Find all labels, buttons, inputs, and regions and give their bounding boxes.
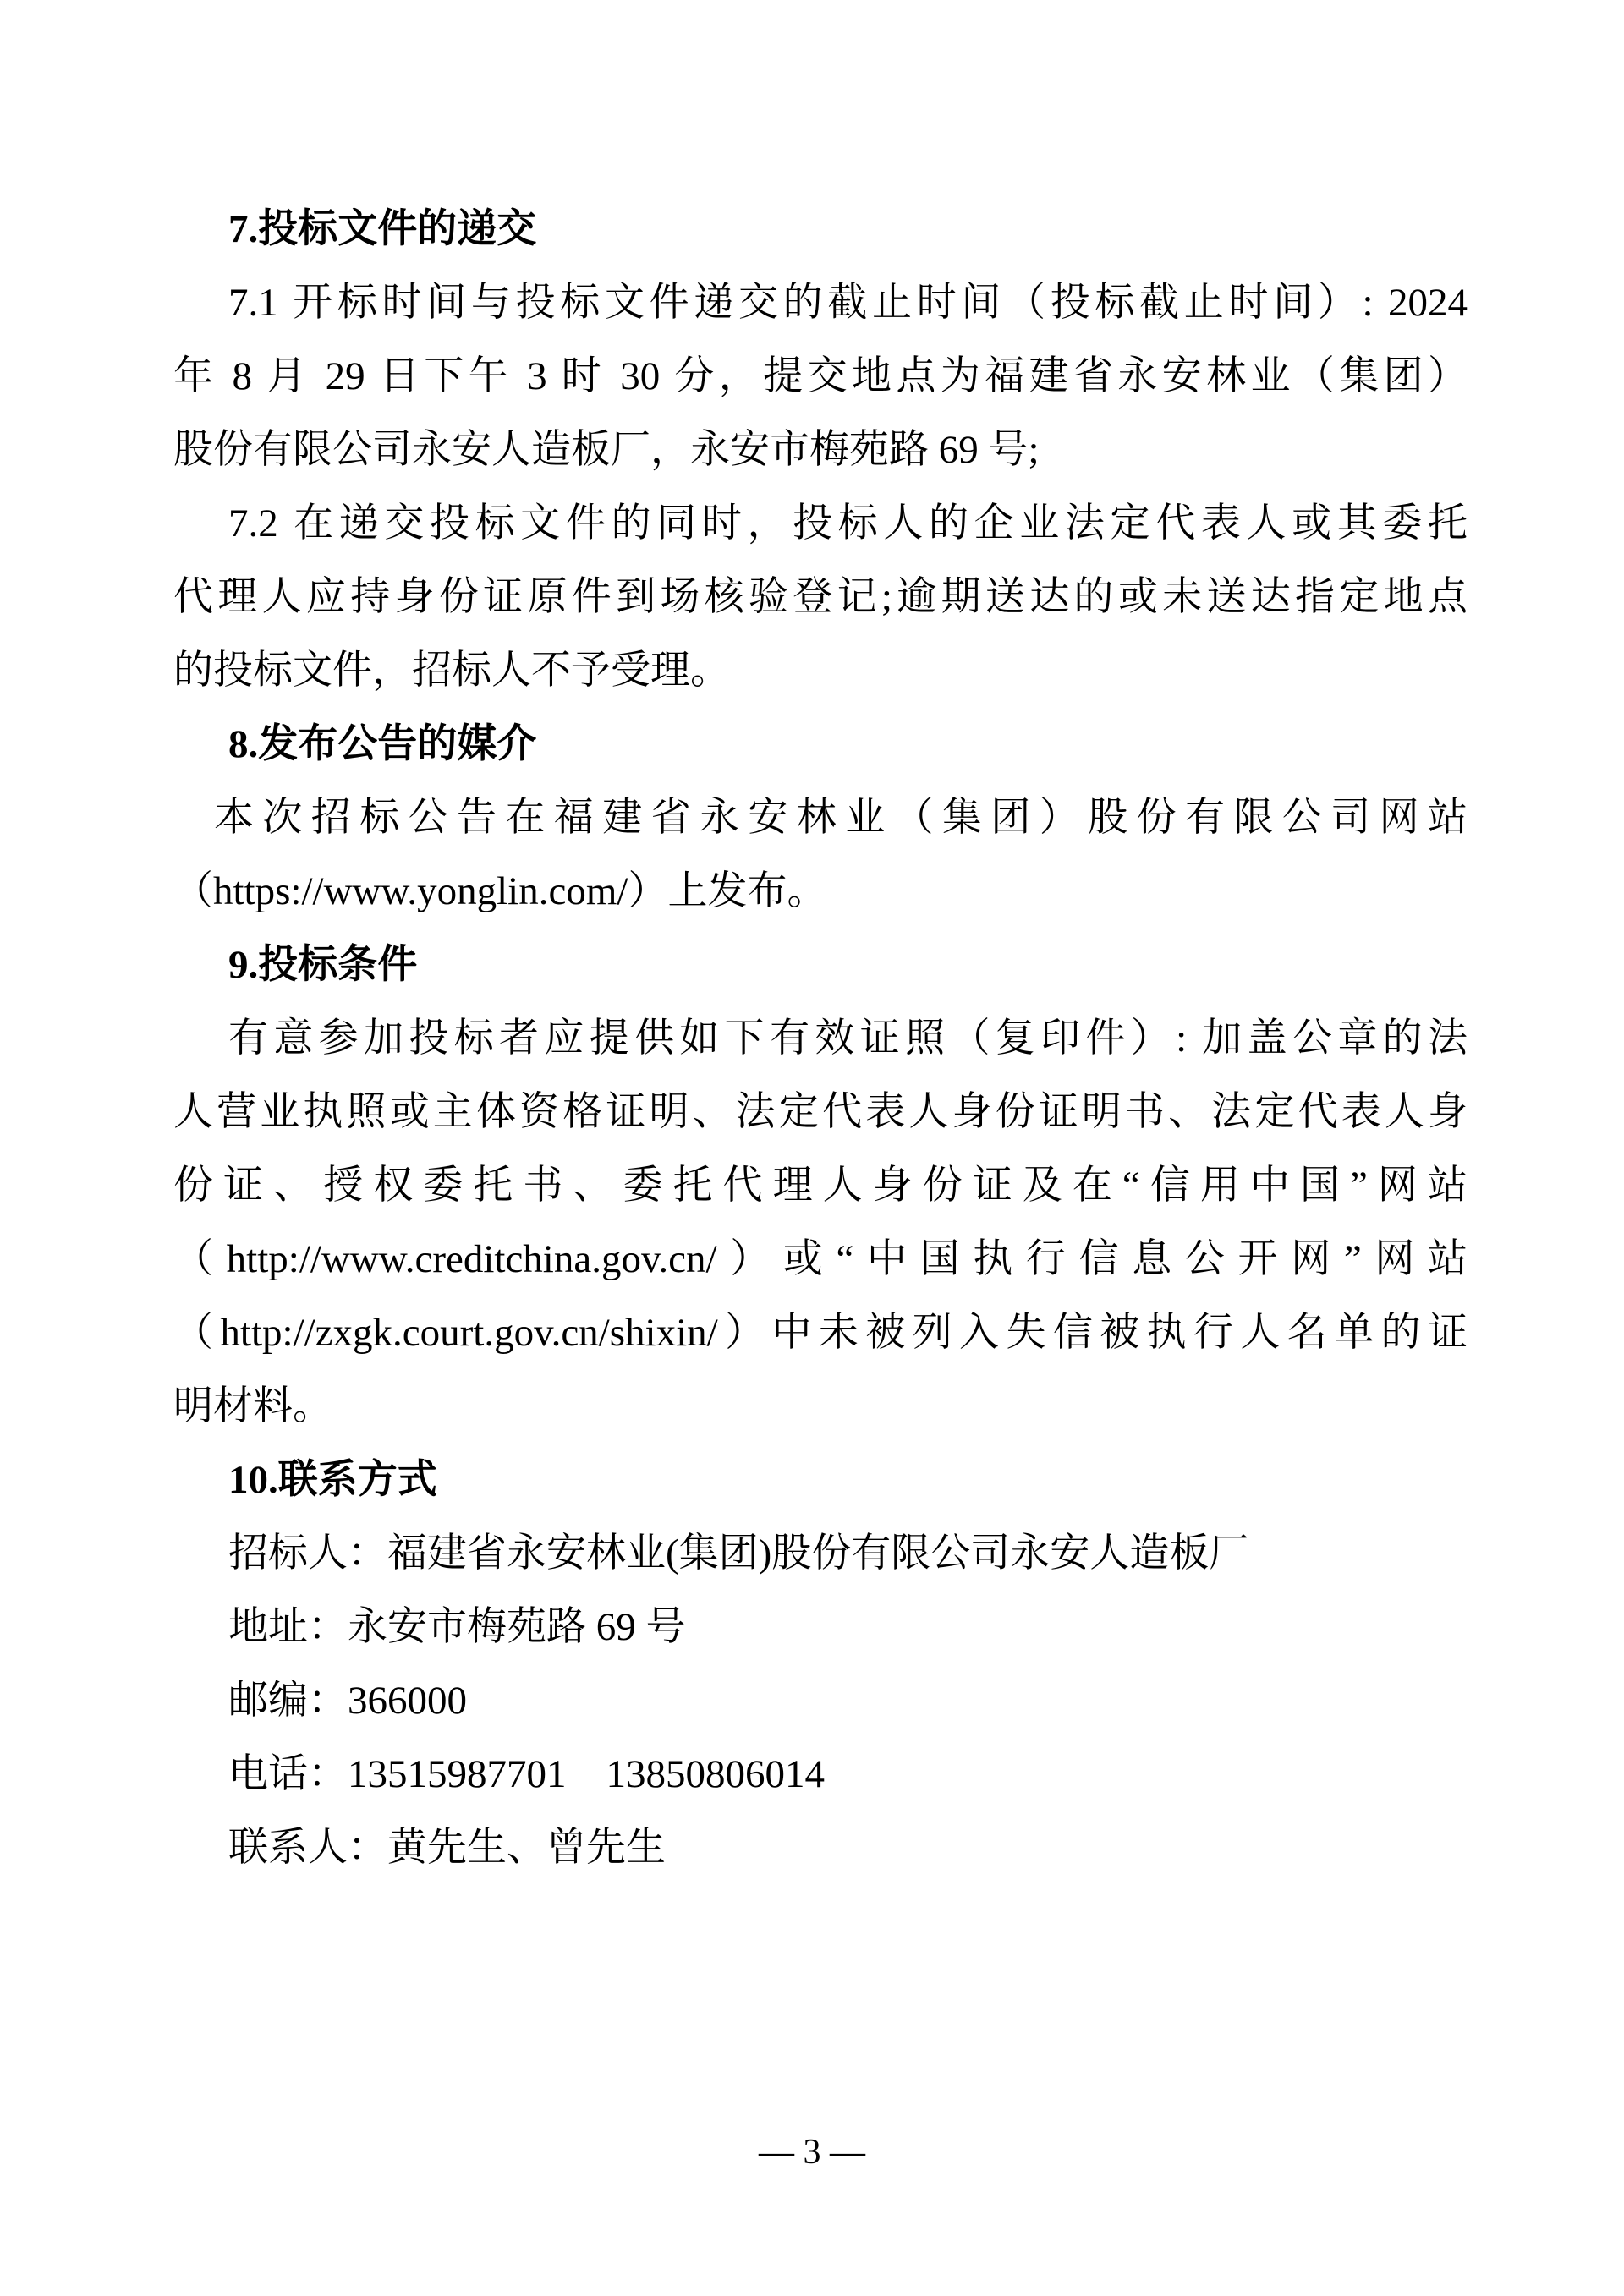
para-7-1-line: 年 8 月 29 日下午 3 时 30 分，提交地点为福建省永安林业（集团） [173, 354, 1468, 398]
contact-address-line: 地址：永安市梅苑路 69 号 [228, 1605, 686, 1649]
para-9-1-line: 明材料。 [173, 1384, 332, 1428]
para-9-1-line: （http://www.creditchina.gov.cn/）或“中国执行信息公开网”网站 [173, 1237, 1468, 1281]
contact-person-line: 联系人：黄先生、曾先生 [228, 1826, 666, 1870]
page-number: — 3 — [759, 2133, 865, 2172]
para-9-1-line: （http://zxgk.court.gov.cn/shixin/）中未被列入失信被执行人名单的证 [173, 1311, 1468, 1355]
para-7-2-line: 7.2 在递交投标文件的同时，投标人的企业法定代表人或其委托 [228, 501, 1468, 545]
contact-phone-line: 电话：13515987701 13850806014 [228, 1752, 825, 1796]
para-9-1-line: 有意参加投标者应提供如下有效证照（复印件）: 加盖公章的法 [228, 1016, 1468, 1060]
para-9-1-line: 人营业执照或主体资格证明、法定代表人身份证明书、法定代表人身 [173, 1090, 1468, 1134]
para-7-1-line: 7.1 开标时间与投标文件递交的截止时间（投标截止时间）: 2024 [228, 281, 1468, 325]
contact-tenderer-line: 招标人：福建省永安林业(集团)股份有限公司永安人造板厂 [228, 1532, 1249, 1575]
para-7-2-line: 代理人应持身份证原件到场核验登记;逾期送达的或未送达指定地点 [173, 575, 1468, 619]
document-content [173, 193, 1468, 1885]
section-7-heading: 7.投标文件的递交 [228, 207, 537, 251]
para-7-2-line: 的投标文件，招标人不予受理。 [173, 649, 730, 693]
para-8-1-line: 本次招标公告在福建省永安林业（集团）股份有限公司网站 [214, 796, 1468, 840]
section-9-heading: 9.投标条件 [228, 943, 418, 987]
para-8-1-line: （https://www.yonglin.com/）上发布。 [173, 869, 827, 913]
para-7-1-line: 股份有限公司永安人造板厂，永安市梅苑路 69 号; [173, 428, 1040, 472]
contact-postcode-line: 邮编：366000 [228, 1679, 467, 1723]
section-8-heading: 8.发布公告的媒介 [228, 722, 537, 766]
section-10-heading: 10.联系方式 [228, 1458, 437, 1502]
para-9-1-line: 份证、授权委托书、委托代理人身份证及在“信用中国”网站 [173, 1164, 1468, 1208]
